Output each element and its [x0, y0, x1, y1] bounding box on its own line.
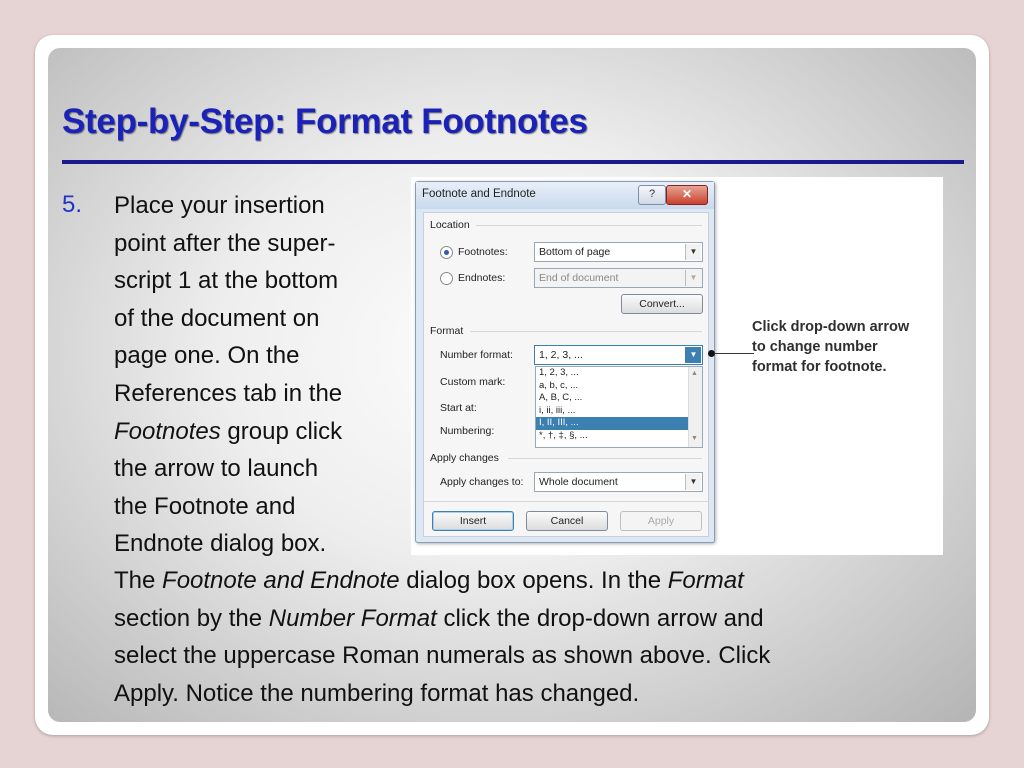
apply-changes-section-label: Apply changes [430, 452, 499, 464]
dialog-titlebar [416, 182, 714, 209]
footnotes-location-value: Bottom of page [539, 246, 611, 258]
dialog-body [423, 212, 709, 537]
text-run: select the uppercase Roman numerals as shown above. Click [114, 642, 771, 670]
endnotes-radio[interactable] [440, 272, 453, 285]
text-run: section by the [114, 604, 269, 632]
step-line [114, 600, 954, 638]
text-run: Place your insertion [114, 192, 325, 219]
format-section-emphasis: Format [667, 567, 744, 594]
list-scrollbar[interactable] [688, 367, 702, 447]
slide [48, 48, 976, 722]
dropdown-arrow-icon[interactable]: ▼ [685, 347, 701, 363]
step-line [114, 450, 404, 488]
arrow-emphasis: arrow [154, 455, 215, 483]
continuation-text [114, 562, 954, 712]
dropdown-arrow-icon[interactable]: ▼ [685, 474, 701, 490]
insert-button[interactable]: Insert [432, 511, 514, 531]
footnotes-location-select[interactable] [534, 242, 703, 262]
step-line [114, 337, 404, 375]
location-section-label: Location [430, 219, 470, 231]
text-run: group click [220, 417, 343, 445]
start-at-label: Start at: [440, 402, 477, 414]
close-button[interactable]: ✕ [666, 185, 708, 205]
step-line [114, 525, 404, 563]
references-tab-emphasis: References [114, 379, 237, 407]
scroll-down-icon[interactable]: ▼ [691, 435, 698, 442]
apply-emphasis: Apply [114, 679, 173, 707]
number-format-list[interactable] [535, 366, 703, 448]
endnotes-location-select[interactable] [534, 268, 703, 288]
text-run: tab in the [236, 379, 343, 407]
slide-title: Step-by-Step: Format Footnotes [62, 102, 588, 141]
dialog-name-emphasis: Footnote and Endnote [162, 567, 400, 594]
text-run: script 1 at the bottom [114, 267, 339, 295]
step-line [114, 300, 404, 338]
step-line [114, 375, 404, 413]
list-item[interactable]: A, B, C, ... [539, 392, 583, 403]
text-run: . Notice the numbering format has changed. [172, 679, 640, 707]
list-item-selected[interactable]: I, II, III, ... [536, 417, 702, 430]
numbering-label: Numbering: [440, 425, 495, 437]
footnotes-radio[interactable] [440, 246, 453, 259]
step-text [114, 187, 404, 563]
footnotes-label: Footnotes: [458, 246, 508, 258]
scroll-up-icon[interactable]: ▲ [691, 370, 698, 377]
section-divider [476, 225, 702, 226]
step-line [114, 413, 404, 451]
list-item[interactable]: 1, 2, 3, ... [539, 367, 579, 378]
footer-divider [424, 501, 708, 502]
footnote-endnote-dialog [415, 181, 715, 543]
footnotes-group-emphasis: Footnotes [114, 417, 221, 445]
step-line [114, 562, 954, 600]
dropdown-arrow-icon[interactable]: ▼ [685, 244, 701, 260]
list-item[interactable]: *, †, ‡, §, ... [539, 429, 588, 441]
format-section-label: Format [430, 325, 464, 337]
text-run: the [114, 492, 155, 520]
apply-changes-to-value: Whole document [539, 476, 618, 488]
number-format-emphasis: Number Format [268, 604, 437, 632]
step-number: 5. [62, 191, 83, 218]
step-line [114, 225, 404, 263]
apply-changes-to-label: Apply changes to: [440, 476, 524, 488]
text-run: dialog box opens. In the [399, 567, 668, 594]
list-item[interactable]: a, b, c, ... [539, 379, 579, 391]
apply-changes-to-select[interactable] [534, 472, 703, 492]
text-run: and [716, 604, 764, 632]
dialog-name-emphasis: Endnote [114, 530, 204, 558]
convert-button[interactable]: Convert... [621, 294, 703, 314]
number-format-label: Number format: [440, 349, 513, 361]
help-button[interactable]: ? [638, 185, 666, 205]
text-run: click the [436, 604, 537, 632]
callout-line [714, 353, 754, 354]
apply-button[interactable]: Apply [620, 511, 702, 531]
step-line [114, 637, 954, 675]
title-rule [62, 160, 964, 164]
dialog-screenshot [411, 177, 943, 555]
step-line [114, 187, 404, 225]
step-line [114, 262, 404, 300]
dialog-title: Footnote and Endnote [422, 188, 536, 200]
endnotes-location-value: End of document [539, 272, 619, 284]
dropdown-arrow-emphasis: drop-down arrow [536, 604, 717, 632]
section-divider [470, 331, 702, 332]
callout-text [752, 317, 940, 377]
step-line [114, 675, 954, 713]
custom-mark-label: Custom mark: [440, 376, 506, 388]
number-format-value: 1, 2, 3, ... [539, 349, 583, 361]
text-run: point after the super- [114, 229, 336, 257]
text-run: to launch [214, 455, 319, 483]
text-run: of the document on [114, 304, 320, 332]
text-run: The [114, 567, 163, 594]
list-item[interactable]: i, ii, iii, ... [539, 404, 576, 416]
section-divider [508, 458, 702, 459]
text-run: page one. On the [114, 342, 300, 370]
step-line [114, 488, 404, 526]
dropdown-arrow-icon[interactable]: ▼ [685, 270, 701, 286]
dialog-name-emphasis: Footnote and [154, 492, 296, 520]
cancel-button[interactable]: Cancel [526, 511, 608, 531]
callout-line-text: to change number [752, 339, 878, 355]
endnotes-label: Endnotes: [458, 272, 506, 284]
text-run: dialog box. [203, 530, 327, 558]
callout-line-text: Click drop-down arrow [752, 319, 910, 335]
number-format-select[interactable] [534, 345, 703, 365]
callout-line-text: format for footnote. [752, 359, 887, 375]
text-run: the [114, 455, 155, 483]
